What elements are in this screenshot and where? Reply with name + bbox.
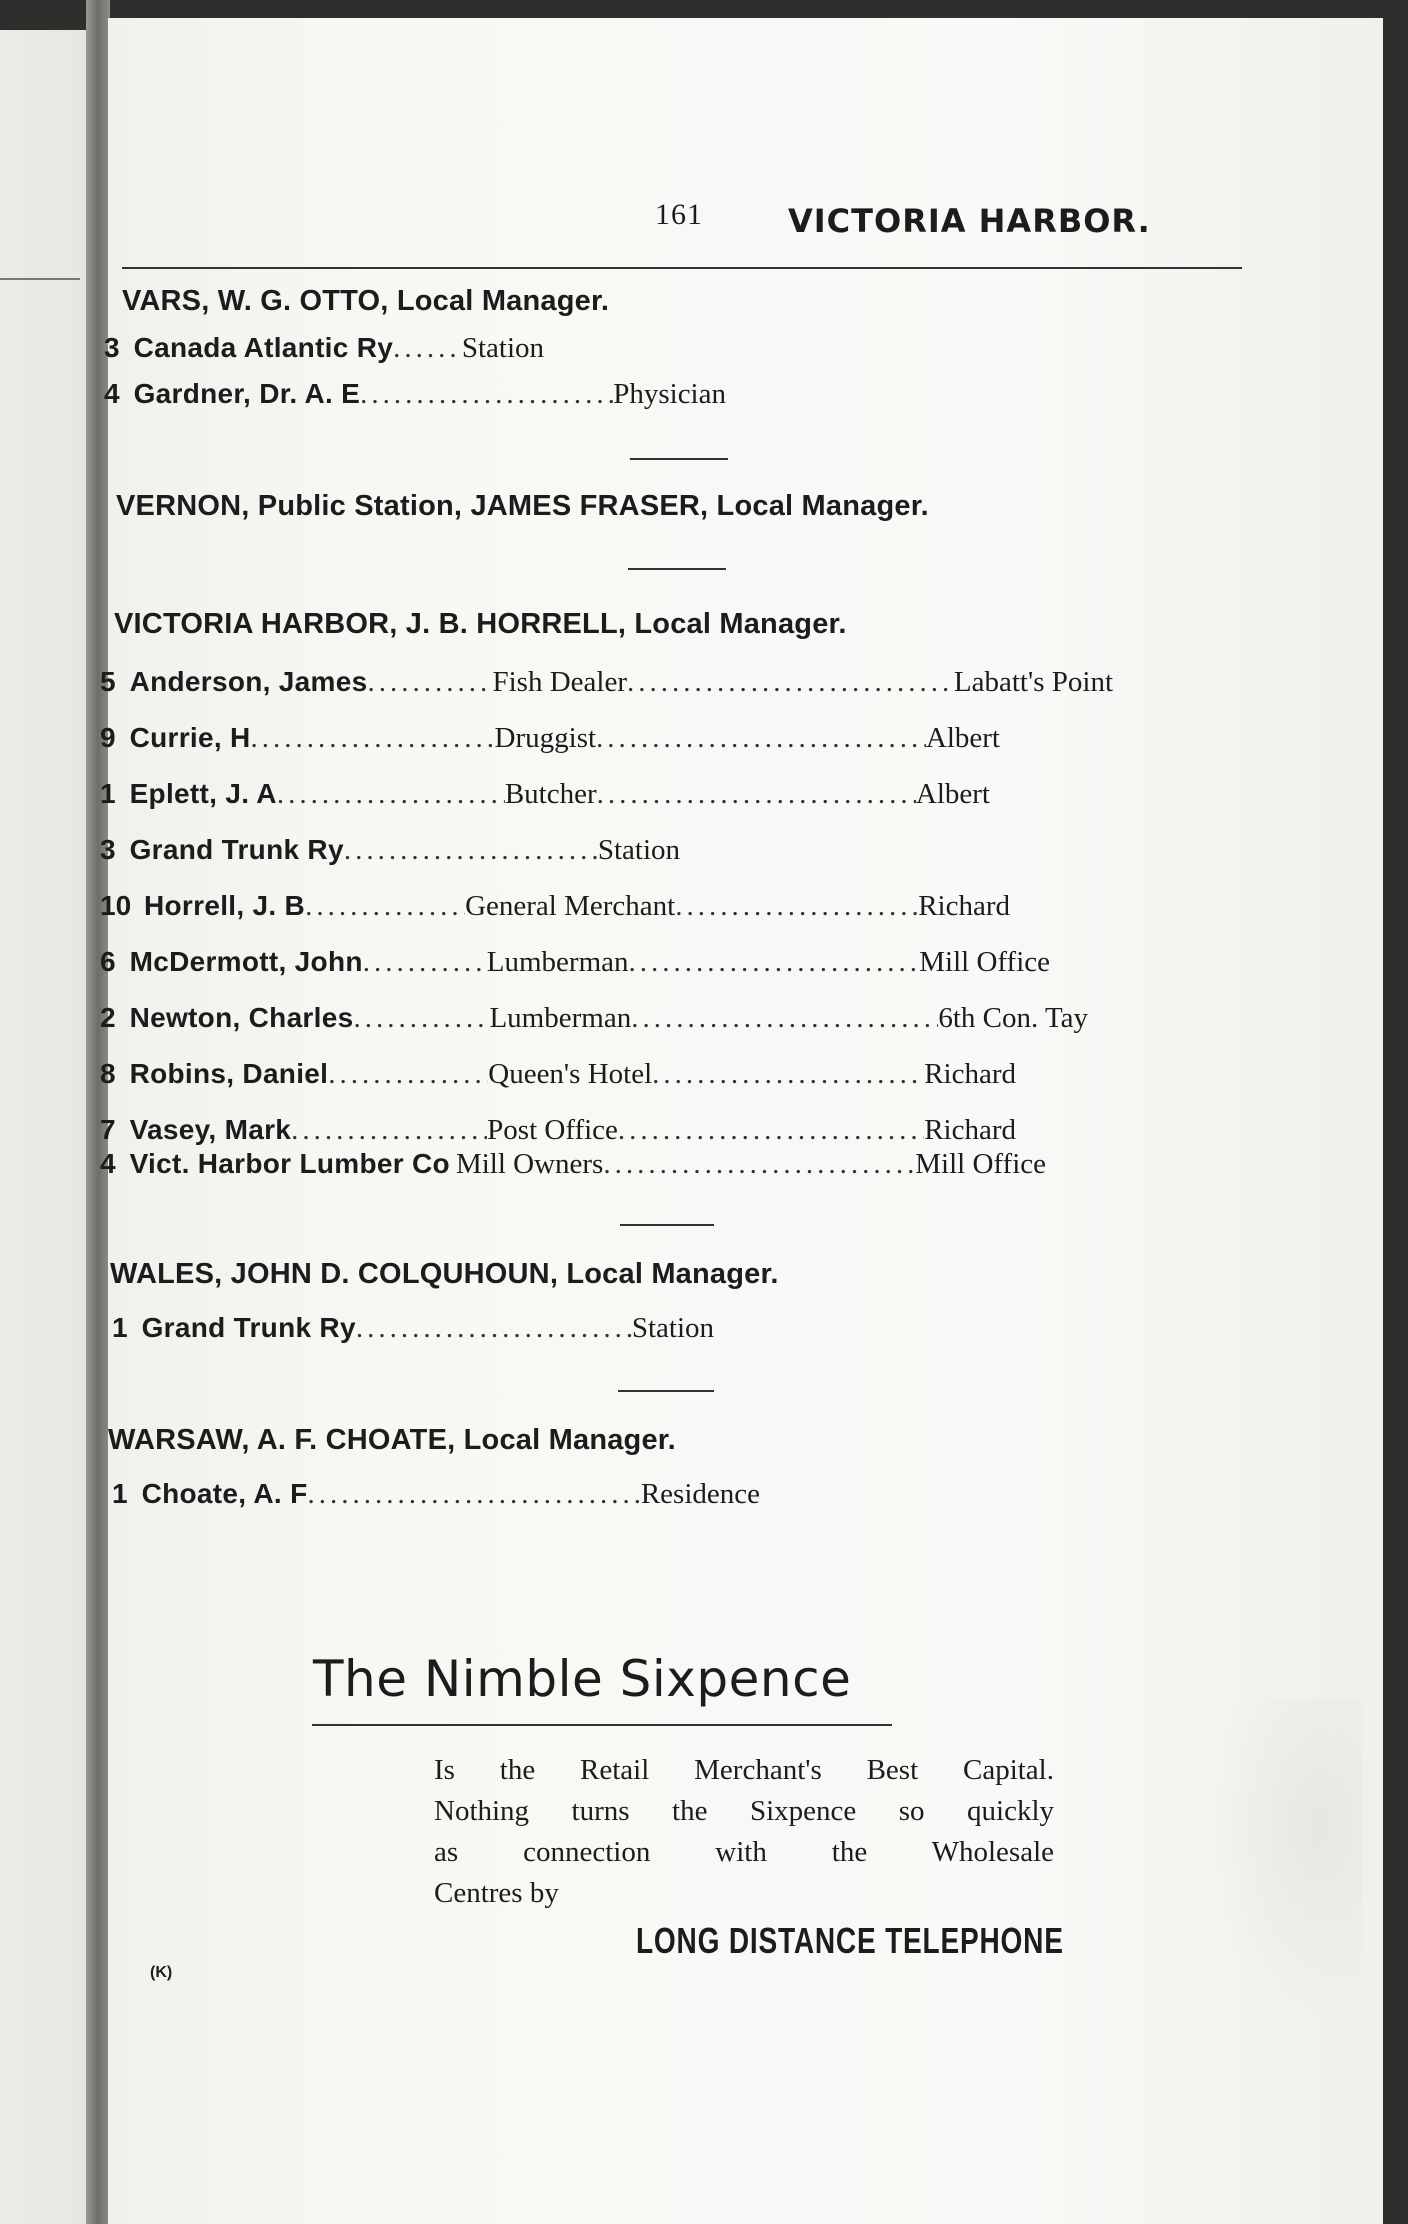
entry-occupation: Mill Owners bbox=[455, 1148, 604, 1180]
entry-occupation: Butcher bbox=[504, 778, 597, 810]
entry-number: 5 bbox=[100, 666, 116, 697]
section-heading-vernon: VERNON, Public Station, JAMES FRASER, Local Manager. bbox=[116, 490, 929, 522]
entry-number: 9 bbox=[100, 722, 116, 753]
leader-dots bbox=[629, 946, 920, 979]
entry-location: Mill Office bbox=[915, 1148, 1046, 1180]
entry-name: Eplett, J. A bbox=[129, 778, 277, 809]
entry-location: Albert bbox=[925, 722, 1000, 754]
entry-occupation: Fish Dealer bbox=[492, 666, 627, 698]
list-item bbox=[100, 1002, 1088, 1040]
entry-location: Labatt's Point bbox=[953, 666, 1113, 698]
entry-number: 2 bbox=[100, 1002, 116, 1033]
page-number: 161 bbox=[655, 198, 703, 231]
list-item bbox=[100, 722, 1000, 760]
entry-name: Grand Trunk Ry bbox=[129, 834, 344, 865]
section-divider bbox=[628, 568, 726, 570]
ad-line: Centres by bbox=[434, 1877, 559, 1909]
ad-title-rule bbox=[312, 1724, 892, 1726]
entry-number: 6 bbox=[100, 946, 116, 977]
entry-location: Richard bbox=[924, 1058, 1016, 1090]
list-item bbox=[100, 946, 1050, 984]
signature-mark: (K) bbox=[150, 1964, 173, 1981]
list-item bbox=[100, 890, 1010, 928]
leader-dots bbox=[353, 1002, 489, 1035]
leader-dots bbox=[356, 1312, 632, 1345]
list-item bbox=[100, 1148, 1046, 1186]
ad-call-to-action: LONG DISTANCE TELEPHONE bbox=[636, 1920, 1064, 1961]
entry-name: Canada Atlantic Ry bbox=[133, 332, 394, 363]
entry-name: Gardner, Dr. A. E bbox=[133, 378, 361, 409]
list-item bbox=[100, 666, 1113, 704]
list-item bbox=[100, 834, 680, 872]
section-heading-victoria-harbor: VICTORIA HARBOR, J. B. HORRELL, Local Manager. bbox=[114, 608, 847, 640]
leader-dots bbox=[596, 722, 926, 755]
header-rule bbox=[122, 267, 1242, 269]
leader-dots bbox=[344, 834, 598, 867]
page-title: VICTORIA HARBOR. bbox=[788, 202, 1151, 240]
ad-line: Is the Retail Merchant's Best Capital. bbox=[434, 1754, 1054, 1786]
entry-location: 6th Con. Tay bbox=[938, 1002, 1088, 1034]
list-item bbox=[104, 332, 544, 370]
section-divider bbox=[618, 1390, 714, 1392]
entry-number: 1 bbox=[112, 1478, 128, 1509]
leader-dots bbox=[251, 722, 495, 755]
entry-location: Richard bbox=[918, 890, 1010, 922]
entry-location: Mill Office bbox=[919, 946, 1050, 978]
entry-name: Anderson, James bbox=[129, 666, 368, 697]
leader-dots bbox=[328, 1058, 488, 1091]
entry-number: 1 bbox=[100, 778, 116, 809]
leader-dots bbox=[618, 1114, 924, 1147]
entry-name: Currie, H bbox=[129, 722, 251, 753]
entry-number: 3 bbox=[100, 834, 116, 865]
section-divider bbox=[630, 458, 728, 460]
section-divider bbox=[620, 1224, 714, 1226]
entry-name: Grand Trunk Ry bbox=[141, 1312, 356, 1343]
list-item bbox=[100, 1058, 1016, 1096]
entry-number: 7 bbox=[100, 1114, 116, 1145]
leader-dots bbox=[631, 1002, 938, 1035]
leader-dots bbox=[305, 890, 465, 923]
entry-number: 8 bbox=[100, 1058, 116, 1089]
entry-occupation: Station bbox=[631, 1312, 714, 1344]
leader-dots bbox=[603, 1148, 915, 1181]
leader-dots bbox=[291, 1114, 487, 1147]
leader-dots bbox=[675, 890, 918, 923]
leader-dots bbox=[360, 378, 613, 411]
entry-name: Robins, Daniel bbox=[129, 1058, 329, 1089]
leader-dots bbox=[652, 1058, 924, 1091]
leader-dots bbox=[393, 332, 462, 365]
entry-name: Horrell, J. B bbox=[144, 890, 306, 921]
entry-occupation: Physician bbox=[613, 378, 726, 410]
leader-dots bbox=[277, 778, 505, 811]
ad-body bbox=[434, 1750, 1054, 1914]
entry-number: 4 bbox=[100, 1148, 116, 1179]
entry-occupation: Druggist bbox=[494, 722, 597, 754]
leader-dots bbox=[597, 778, 916, 811]
entry-name: Vict. Harbor Lumber Co bbox=[129, 1148, 450, 1179]
entry-name: Vasey, Mark bbox=[129, 1114, 292, 1145]
entry-number: 4 bbox=[104, 378, 120, 409]
list-item bbox=[100, 778, 990, 816]
entry-occupation: Residence bbox=[640, 1478, 760, 1510]
entry-number: 10 bbox=[100, 890, 132, 921]
list-item bbox=[112, 1478, 760, 1516]
entry-occupation: Queen's Hotel bbox=[488, 1058, 653, 1090]
entry-number: 1 bbox=[112, 1312, 128, 1343]
entry-occupation: Station bbox=[461, 332, 544, 364]
list-item bbox=[112, 1312, 714, 1350]
entry-location: Albert bbox=[915, 778, 990, 810]
leader-dots bbox=[307, 1478, 640, 1511]
entry-occupation: Lumberman bbox=[486, 946, 629, 978]
entry-name: Newton, Charles bbox=[129, 1002, 354, 1033]
list-item bbox=[100, 1114, 1016, 1152]
leader-dots bbox=[363, 946, 487, 979]
entry-occupation: Station bbox=[597, 834, 680, 866]
leader-dots bbox=[368, 666, 493, 699]
entry-occupation: General Merchant bbox=[465, 890, 676, 922]
entry-location: Richard bbox=[924, 1114, 1016, 1146]
section-heading-wales: WALES, JOHN D. COLQUHOUN, Local Manager. bbox=[110, 1258, 779, 1290]
ad-line: Nothing turns the Sixpence so quickly bbox=[434, 1795, 1054, 1827]
section-heading-warsaw: WARSAW, A. F. CHOATE, Local Manager. bbox=[108, 1424, 676, 1456]
entry-occupation: Lumberman bbox=[489, 1002, 632, 1034]
section-heading-vars: VARS, W. G. OTTO, Local Manager. bbox=[122, 285, 610, 317]
leader-dots bbox=[627, 666, 954, 699]
entry-name: Choate, A. F bbox=[141, 1478, 308, 1509]
list-item bbox=[104, 378, 726, 416]
ad-title: The Nimble Sixpence bbox=[313, 1650, 852, 1708]
entry-name: McDermott, John bbox=[129, 946, 363, 977]
entry-occupation: Post Office bbox=[487, 1114, 618, 1146]
entry-number: 3 bbox=[104, 332, 120, 363]
ad-line: as connection with the Wholesale bbox=[434, 1836, 1054, 1868]
